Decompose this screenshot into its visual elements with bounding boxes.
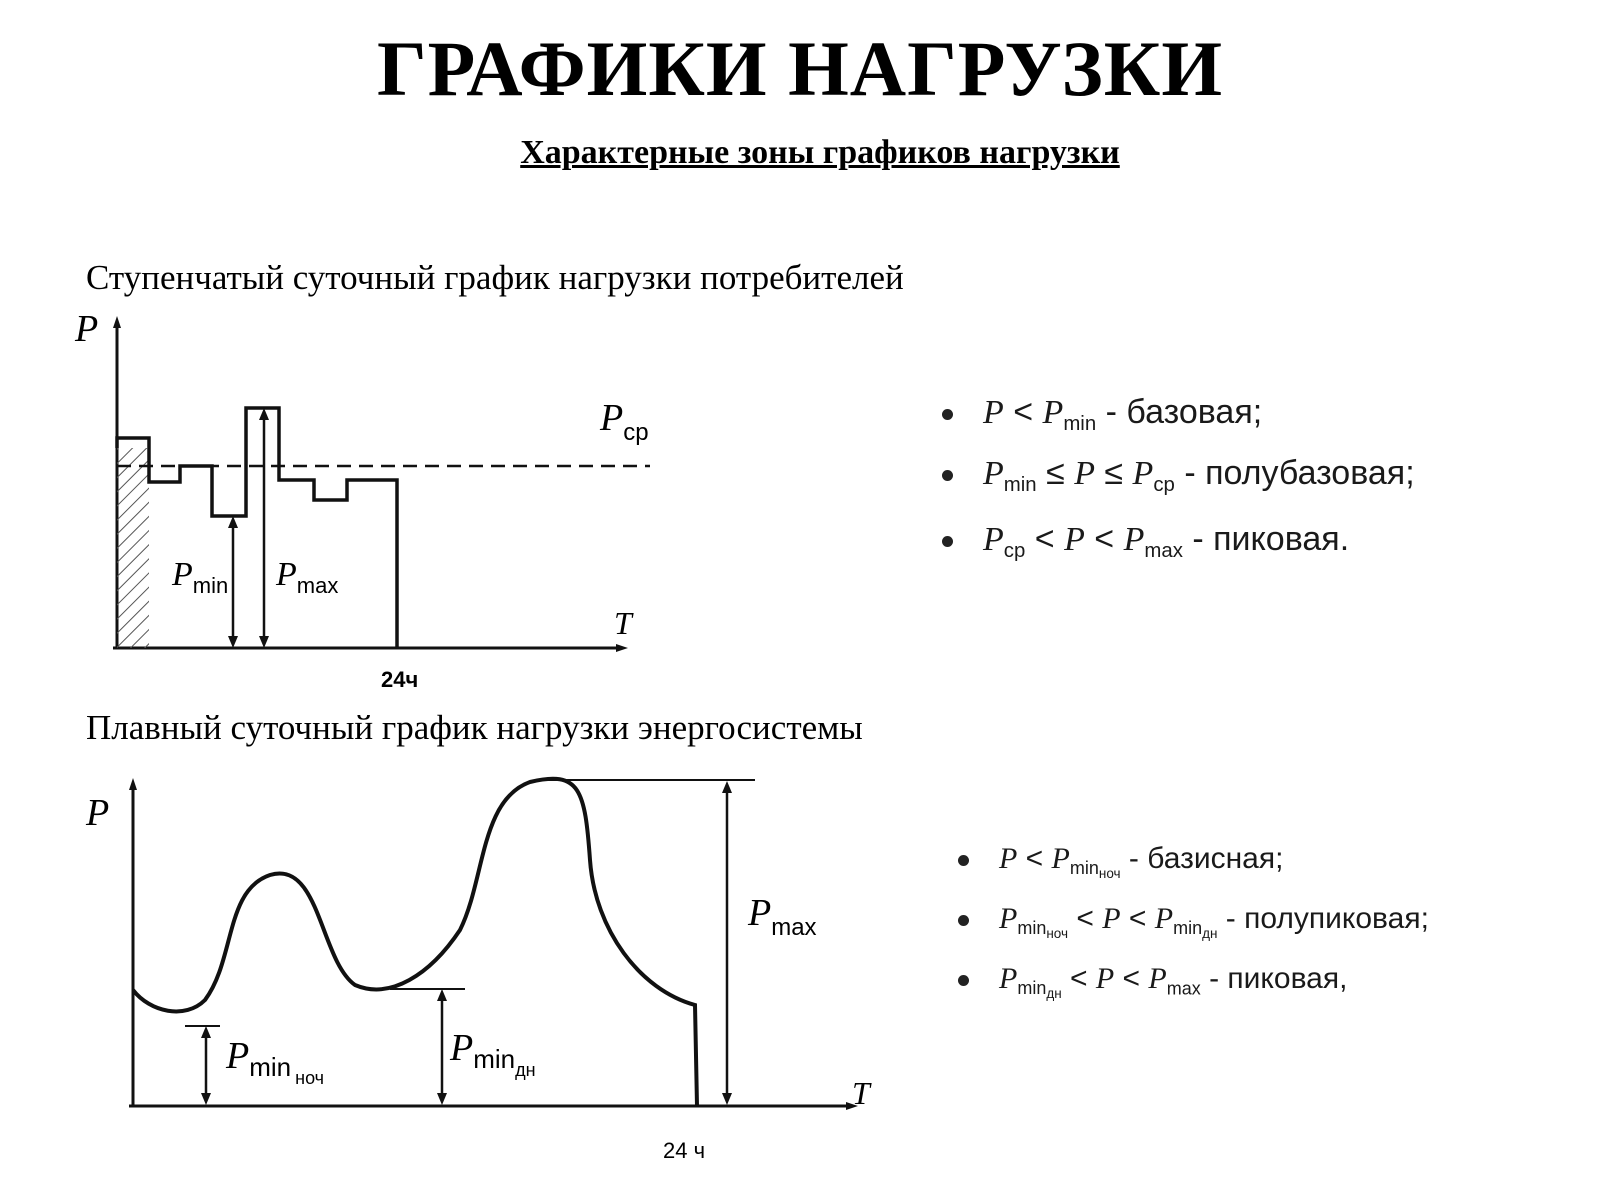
p-avg-label: $P_{ср}$ [600,397,649,446]
p-max-label-smooth: $P_{max}$ [748,892,817,941]
stepped-x-tick-24h: 24ч [381,667,419,692]
bullet-icon [958,855,969,866]
bullet-icon [942,470,953,481]
zone-peak: $P_{ср} < P < P_{max}$ - пиковая. [942,520,1349,563]
smooth-y-arrow [129,778,137,790]
smooth-load-curve [133,779,697,1106]
zone-base: $P < P_{min}$ - базовая; [942,393,1262,436]
zone-semi-peak: $P_{min_{ноч}} < P < P_{min_{дн}}$ - полупиковая; [958,902,1429,941]
page-title: ГРАФИКИ НАГРУЗКИ [376,25,1224,112]
stepped-chart [113,316,650,652]
bullet-icon [942,409,953,420]
p-min-night-label: $P_{min}$ $_{ноч}$ [226,1035,325,1088]
stepped-y-label: P [75,308,99,350]
p-min-day-label: $P_{minдн}$ [450,1027,536,1080]
bullet-icon [942,536,953,547]
zone-semi-base: $P_{min} \le P \le P_{ср}$ - полубазовая; [942,454,1415,497]
stepped-chart-caption: Ступенчатый суточный график нагрузки потребителей [86,258,904,297]
page-subtitle: Характерные зоны графиков нагрузки [520,134,1120,171]
smooth-y-label: P [86,792,110,834]
zone-basis: $P < P_{min_{ноч}}$ - базисная; [958,842,1283,881]
stepped-x-label: T [614,605,632,641]
stepped-x-arrow [616,644,628,652]
bullet-icon [958,975,969,986]
p-max-label: $P_{max}$ [276,556,339,598]
stepped-load-curve [117,408,397,648]
p-min-label: $P_{min}$ [172,556,229,598]
bullet-icon [958,915,969,926]
zone-peak-smooth: $P_{min_{дн}} < P < P_{max}$ - пиковая, [958,962,1347,1001]
smooth-x-label: T [852,1075,870,1111]
smooth-chart-caption: Плавный суточный график нагрузки энергосистемы [86,708,863,747]
base-zone-hatch [117,448,149,648]
smooth-x-tick-24h: 24 ч [663,1138,706,1163]
stepped-y-arrow [113,316,121,328]
